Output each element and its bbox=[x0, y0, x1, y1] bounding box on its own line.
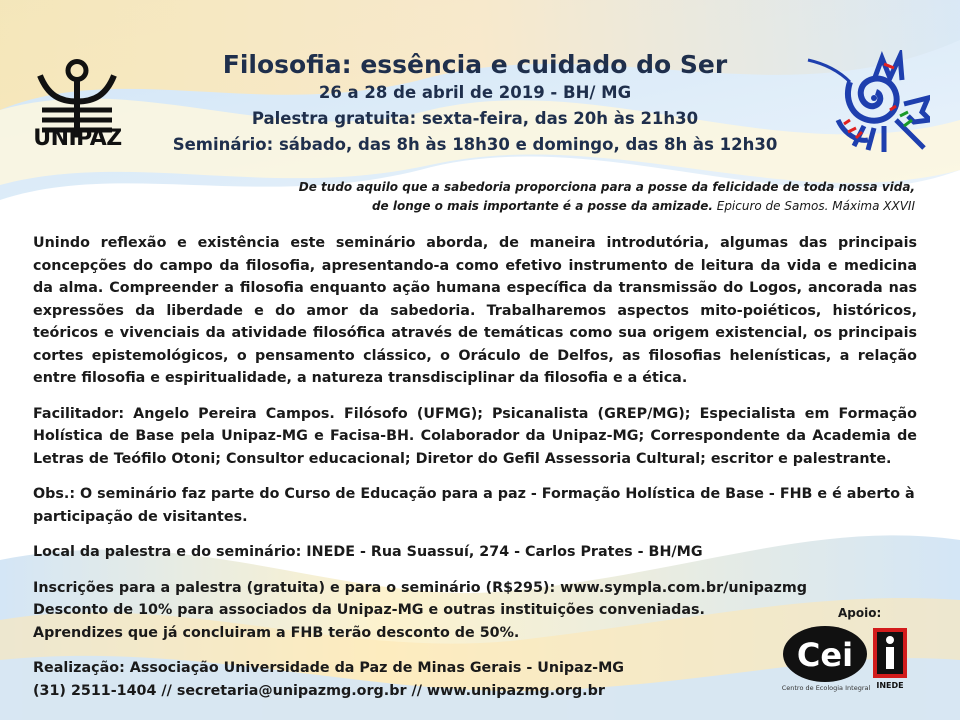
lecture-line: Palestra gratuita: sexta-feira, das 20h às 21h30 bbox=[251, 109, 699, 128]
obs-paragraph: Obs.: O seminário faz parte do Curso de Educação para a paz - Formação Holística de Base - FHB e é aberto à participação de visitantes. bbox=[33, 486, 915, 525]
students-discount-line: Aprendizes que já concluiram a FHB terão desconto de 50%. bbox=[33, 624, 520, 641]
inede-logo-text: INEDE bbox=[876, 681, 904, 690]
date-line: 26 a 28 de abril de 2019 - BH/ MG bbox=[318, 83, 632, 102]
inede-logo-icon bbox=[871, 628, 909, 690]
cei-logo-icon bbox=[781, 624, 869, 690]
quote-author: Epicuro de Samos. Máxima XXVII bbox=[716, 199, 915, 213]
page-title: Filosofia: essência e cuidado do Ser bbox=[222, 50, 728, 79]
cei-caption: Centro de Ecologia Integral bbox=[781, 684, 871, 692]
registration-line: Inscrições para a palestra (gratuita) e para o seminário (R$295): www.sympla.com.br/unipazmg bbox=[33, 579, 807, 596]
epigraph-quote bbox=[275, 178, 915, 216]
unipaz-logo-text: UNIPAZ bbox=[33, 126, 122, 151]
facilitator-paragraph: Facilitador: Angelo Pereira Campos. Filósofo (UFMG); Psicanalista (GREP/MG); Especialista em Formação Holística de Base pela Unipaz-MG e Facisa-BH. Colaborador da Unipaz-MG; Correspondente da Academia de Letras de Teófilo Otoni; Consultor educacional; Diretor do Gefil Assessoria Cultural; escritor e palestrante. bbox=[33, 405, 917, 467]
seminar-line: Seminário: sábado, das 8h às 18h30 e domingo, das 8h às 12h30 bbox=[172, 135, 778, 154]
support-label: Apoio: bbox=[838, 606, 882, 620]
hummingbird-icon bbox=[804, 50, 930, 158]
intro-paragraph: Unindo reflexão e existência este seminário aborda, de maneira introdutória, algumas das principais concepções do campo da filosofia, apresentando-a como efetivo instrumento de leitura da vida e medicina da alma. Compreender a filosofia enquanto ação humana específica da transmissão do Logos, ancorada nas expressões da liberdade e do amor da sabedoria. Trabalharemos aspectos mito-poiéticos, históricos, teóricos e vivenciais da atividade filosófica através de temáticas como sua origem existencial, os principais cortes epistemológicos, o pensamento clássico, o Oráculo de Delfos, as filosofias helenísticas, a relação entre filosofia e espiritualidade, a natureza transdisciplinar da filosofia e a ética. bbox=[33, 235, 917, 386]
header bbox=[160, 50, 790, 158]
cei-logo-text: Cei bbox=[796, 636, 854, 674]
location-line: Local da palestra e do seminário: INEDE - Rua Suassuí, 274 - Carlos Prates - BH/MG bbox=[33, 544, 703, 560]
quote-line-2: de longe o mais importante é a posse da amizade. bbox=[371, 199, 713, 213]
organizer-line: Realização: Associação Universidade da Paz de Minas Gerais - Unipaz-MG bbox=[33, 660, 625, 676]
discount-line: Desconto de 10% para associados da Unipaz-MG e outras instituições conveniadas. bbox=[33, 602, 705, 618]
quote-line-1: De tudo aquilo que a sabedoria proporciona para a posse da felicidade de toda nossa vida, bbox=[298, 180, 915, 194]
contact-line: (31) 2511-1404 // secretaria@unipazmg.org.br // www.unipazmg.org.br bbox=[33, 682, 605, 699]
